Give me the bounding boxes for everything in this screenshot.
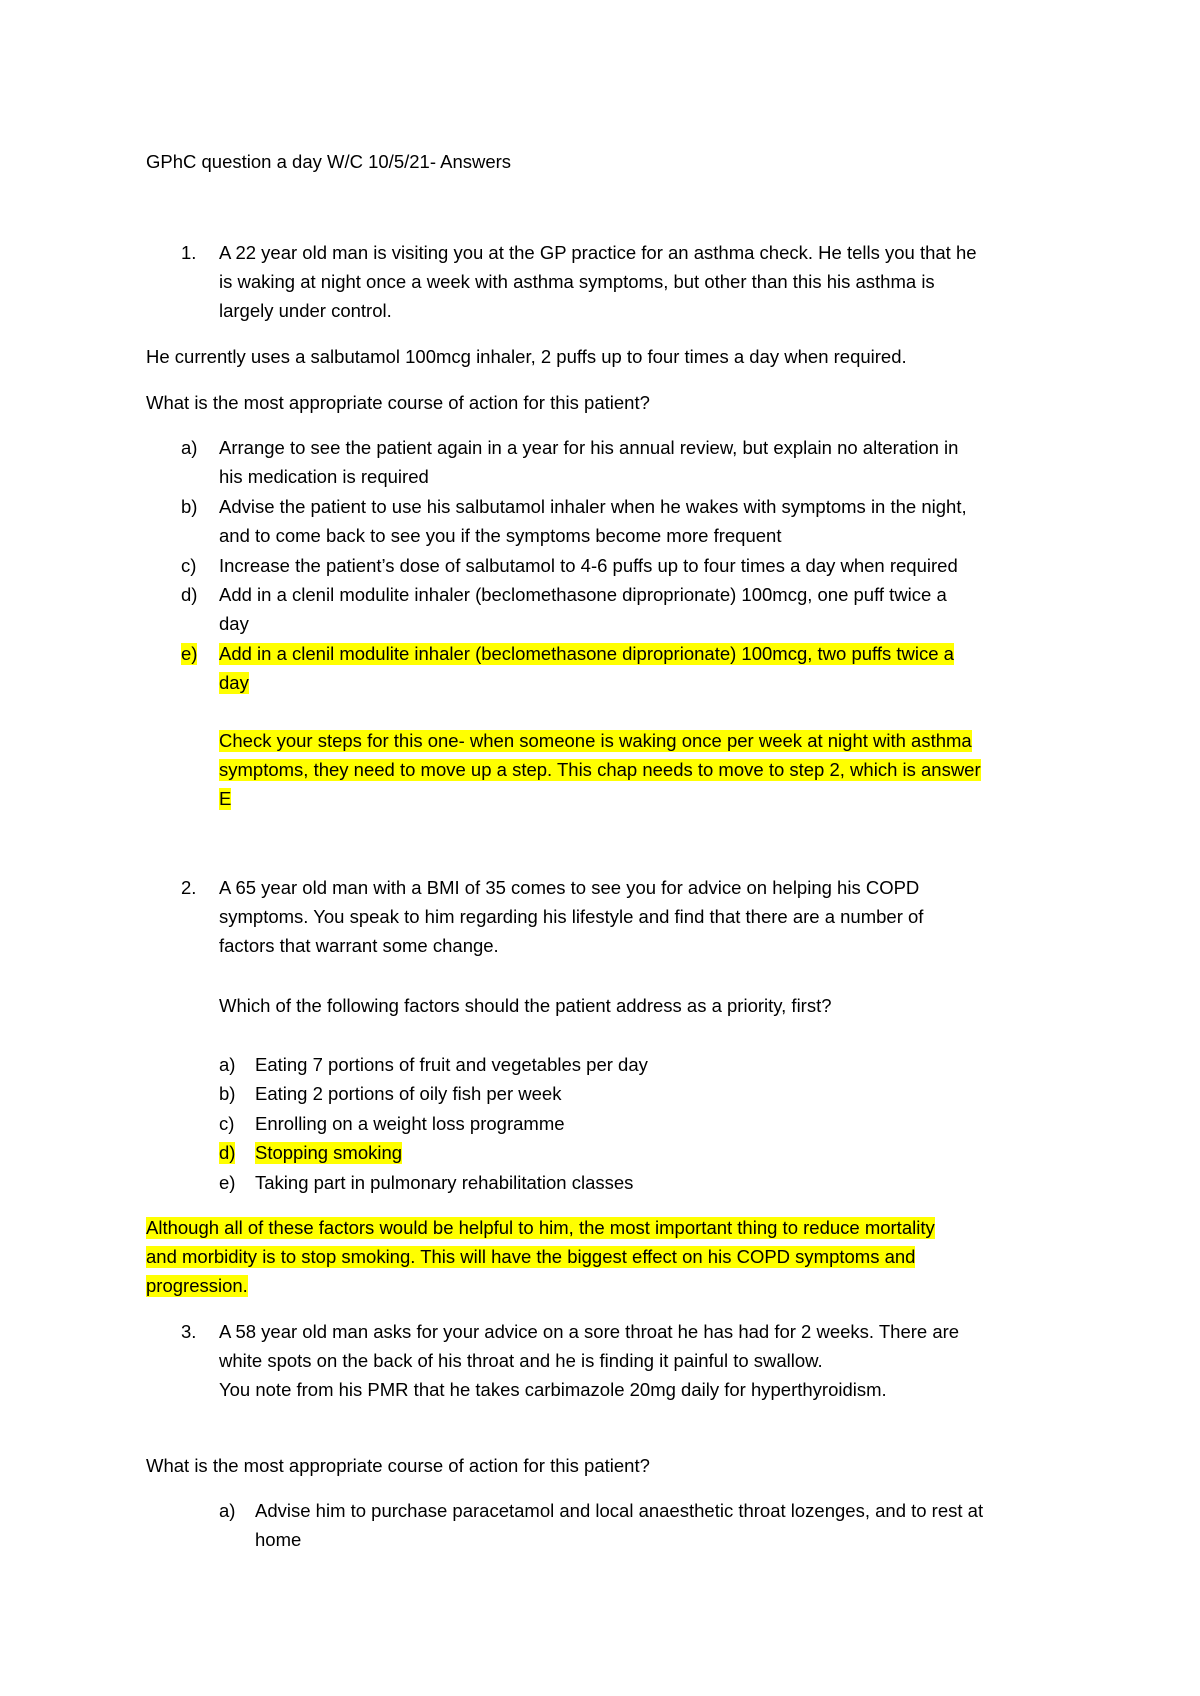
- question-text-line: largely under control.: [219, 300, 392, 321]
- option-text: Eating 2 portions of oily fish per week: [255, 1083, 562, 1104]
- option-letter: e): [219, 1172, 236, 1193]
- option-letter: b): [181, 496, 198, 517]
- correct-option-letter: e): [181, 643, 198, 664]
- option-letter: d): [181, 584, 198, 605]
- option-letter: a): [219, 1054, 236, 1075]
- answer-explanation: Check your steps for this one- when someone is waking once per week at night with asthma: [219, 730, 972, 751]
- question-text-line: is waking at night once a week with asthma symptoms, but other than this his asthma is: [219, 271, 935, 292]
- document-title: GPhC question a day W/C 10/5/21- Answers: [146, 151, 512, 172]
- option-text: Advise the patient to use his salbutamol inhaler when he wakes with symptoms in the night,: [219, 496, 967, 517]
- correct-option-letter: d): [219, 1142, 236, 1163]
- correct-option-text: Add in a clenil modulite inhaler (beclomethasone diproprionate) 100mcg, two puffs twice a: [219, 643, 954, 664]
- question-text-line: symptoms. You speak to him regarding his lifestyle and find that there are a number of: [219, 906, 924, 927]
- option-letter: b): [219, 1083, 236, 1104]
- question-text-line: A 22 year old man is visiting you at the GP practice for an asthma check. He tells you that he: [219, 242, 977, 263]
- question-text-line: white spots on the back of his throat and he is finding it painful to swallow.: [219, 1350, 823, 1371]
- option-text: Advise him to purchase paracetamol and local anaesthetic throat lozenges, and to rest at: [255, 1500, 984, 1521]
- question-number: 3.: [181, 1321, 197, 1342]
- option-text: his medication is required: [219, 466, 429, 487]
- question-number: 1.: [181, 242, 197, 263]
- option-letter: a): [219, 1500, 236, 1521]
- answer-explanation: symptoms, they need to move up a step. This chap needs to move to step 2, which is answer: [219, 759, 981, 780]
- option-text: Arrange to see the patient again in a year for his annual review, but explain no alteration in: [219, 437, 959, 458]
- correct-option-text: day: [219, 672, 249, 693]
- answer-explanation: and morbidity is to stop smoking. This will have the biggest effect on his COPD symptoms and: [146, 1246, 916, 1267]
- answer-explanation: E: [219, 788, 232, 809]
- question-text-line: A 58 year old man asks for your advice on a sore throat he has had for 2 weeks. There are: [219, 1321, 960, 1342]
- current-medication: He currently uses a salbutamol 100mcg inhaler, 2 puffs up to four times a day when required.: [146, 346, 907, 367]
- option-letter: c): [219, 1113, 235, 1134]
- answer-explanation: progression.: [146, 1275, 248, 1296]
- option-text: Enrolling on a weight loss programme: [255, 1113, 565, 1134]
- question-text-line: A 65 year old man with a BMI of 35 comes to see you for advice on helping his COPD: [219, 877, 920, 898]
- question-prompt: What is the most appropriate course of action for this patient?: [146, 392, 650, 413]
- question-number: 2.: [181, 877, 197, 898]
- option-letter: c): [181, 555, 197, 576]
- option-text: home: [255, 1529, 302, 1550]
- question-text-line: You note from his PMR that he takes carbimazole 20mg daily for hyperthyroidism.: [219, 1379, 887, 1400]
- option-text: Increase the patient’s dose of salbutamol to 4-6 puffs up to four times a day when required: [219, 555, 958, 576]
- option-text: day: [219, 613, 249, 634]
- question-prompt: What is the most appropriate course of action for this patient?: [146, 1455, 650, 1476]
- option-text: Eating 7 portions of fruit and vegetables per day: [255, 1054, 648, 1075]
- question-text-line: factors that warrant some change.: [219, 935, 499, 956]
- option-text: Taking part in pulmonary rehabilitation classes: [255, 1172, 634, 1193]
- correct-option-text: Stopping smoking: [255, 1142, 403, 1163]
- option-text: Add in a clenil modulite inhaler (beclomethasone diproprionate) 100mcg, one puff twice a: [219, 584, 947, 605]
- option-text: and to come back to see you if the symptoms become more frequent: [219, 525, 782, 546]
- question-prompt: Which of the following factors should the patient address as a priority, first?: [219, 995, 832, 1016]
- answer-explanation: Although all of these factors would be helpful to him, the most important thing to reduce mortality: [146, 1217, 935, 1238]
- option-letter: a): [181, 437, 198, 458]
